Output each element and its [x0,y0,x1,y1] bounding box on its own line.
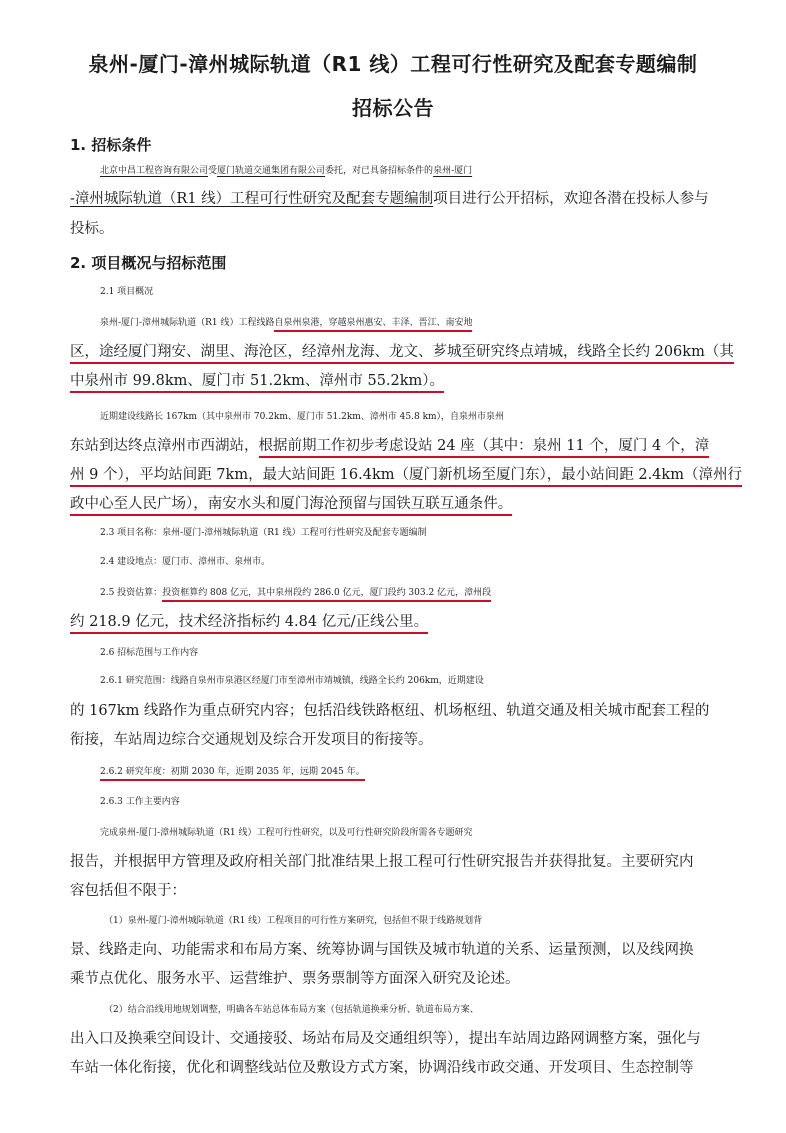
highlighted-text: 区，途经厦门翔安、湖里、海沧区，经漳州龙海、龙文、芗城至研究终点靖城，线路全长约 206km（其 [70,344,734,364]
paragraph-line: 的 167km 线路作为重点研究内容；包括沿线铁路枢纽、机场枢纽、轨道交通及相关城市配套工程的 [70,703,710,719]
paragraph-line [100,762,760,782]
section-heading: 2.1 项目概况 [100,287,154,297]
text: 项目进行公开招标，欢迎各潜在投标人参与 [433,191,709,207]
paragraph-line [70,371,730,391]
highlighted-text: 投资框算约 808 亿元，其中泉州段约 286.0 亿元，厦门段约 303.2 亿元，漳州段 [162,588,491,602]
paragraph-line [70,189,730,209]
list-item-line: 车站一体化衔接，优化和调整线站位及敷设方式方案，协调沿线市政交通、开发项目、生态控制等 [70,1060,694,1076]
project-name: -漳州城际轨道（R1 线）工程可行性研究及配套专题编制 [70,191,434,207]
project-name: 泉州-厦门 [433,166,473,176]
paragraph-line [70,465,742,485]
location-line: 2.4 建设地点：厦门市、漳州市、泉州市。 [100,557,271,567]
highlighted-text: 中泉州市 99.8km、厦门市 51.2km、漳州市 55.2km）。 [70,373,444,393]
paragraph-line [100,313,760,333]
highlighted-text: 根据前期工作初步考虑设站 24 座（其中：泉州 11 个，厦门 4 个，漳 [259,438,710,458]
list-item-line: 景、线路走向、功能需求和布局方案、统筹协调与国铁及城市轨道的关系、运量预测，以及线网换 [70,942,694,958]
text: 2.5 投资估算： [100,588,163,598]
list-item-line: （2）结合沿线用地规划调整，明确各车站总体布局方案（包括轨道换乘分析、轨道布局方案、 [104,1005,479,1015]
project-name-line: 2.3 项目名称：泉州-厦门-漳州城际轨道（R1 线）工程可行性研究及配套专题编制 [100,528,427,538]
text: 受 [208,166,218,176]
client-name: 厦门轨道交通集团有限公司 [217,166,326,176]
list-item-line: 乘节点优化、服务水平、运营维护、票务票制等方面深入研究及论述。 [70,971,520,987]
text: 东站到达终点漳州市西湖站， [70,438,259,454]
agent-name: 北京中昌工程咨询有限公司 [100,166,209,176]
paragraph-line: 容包括但不限于： [70,883,186,899]
list-item-line: 出入口及换乘空间设计、交通接驳、场站布局及交通组织等），提出车站周边路网调整方案，强化与 [70,1031,701,1047]
paragraph-line [70,612,730,632]
paragraph-line: 近期建设线路长 167km（其中泉州市 70.2km、厦门市 51.2km、漳州市 45.8 km），自泉州市泉州 [100,412,505,422]
paragraph-line [70,342,734,362]
text: 委托，对已具备招标条件的 [325,166,434,176]
section-2-heading: 2. 项目概况与招标范围 [70,254,227,272]
document-title: 泉州-厦门-漳州城际轨道（R1 线）工程可行性研究及配套专题编制 [88,52,698,76]
highlighted-text: 政中心至人民广场），南安水头和厦门海沧预留与国铁互联互通条件。 [70,496,512,516]
paragraph-line: 完成泉州-厦门-漳州城际轨道（R1 线）工程可行性研究，以及可行性研究阶段所需各专题研究 [100,828,473,838]
highlighted-text: 2.6.2 研究年度：初期 2030 年，近期 2035 年，远期 2045 年。 [100,767,365,781]
section-heading: 2.6 招标范围与工作内容 [100,648,199,658]
section-1-heading: 1. 招标条件 [70,136,152,154]
text: 泉州-厦门-漳州城际轨道（R1 线）工程线路 [100,318,275,328]
paragraph-line: 投标。 [70,221,114,237]
paragraph-line: 报告，并根据甲方管理及政府相关部门批准结果上报工程可行性研究报告并获得批复。主要研究内 [70,854,694,870]
paragraph-line [100,583,760,603]
list-item-line: （1）泉州-厦门-漳州城际轨道（R1 线）工程项目的可行性方案研究，包括但不限于线路规划背 [104,916,483,926]
highlighted-text: 约 218.9 亿元，技术经济指标约 4.84 亿元/正线公里。 [70,614,428,634]
highlighted-text: 州 9 个），平均站间距 7km，最大站间距 16.4km（厦门新机场至厦门东），最小站间距 2.4km（漳州行 [70,467,742,487]
paragraph-line [70,436,730,456]
section-heading: 2.6.3 工作主要内容 [100,797,180,807]
document-subtitle: 招标公告 [352,96,434,120]
paragraph-line [100,161,760,181]
highlighted-text: 自泉州泉港，穿越泉州惠安、丰泽、晋江、南安地 [274,318,472,332]
paragraph-line: 2.6.1 研究范围：线路自泉州市泉港区经厦门市至漳州市靖城镇，线路全长约 206km，近期建设 [100,676,484,686]
paragraph-line: 衔接，车站周边综合交通规划及综合开发项目的衔接等。 [70,732,433,748]
paragraph-line [70,494,730,514]
